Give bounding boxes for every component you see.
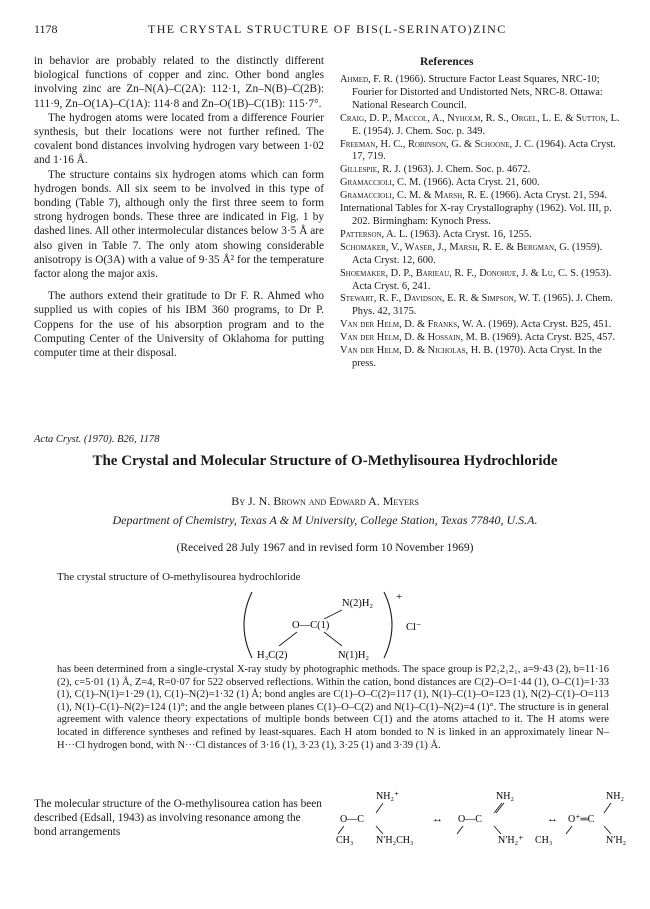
reference-item: Craig, D. P., Maccol, A., Nyholm, R. S., Orgel, L. E. & Sutton, L. E. (1954). J. Chem. Soc. p. 349. [340, 112, 620, 137]
abstract-text: has been determined from a single-crystal X-ray study by photographic methods. The space group is P2₁2₁2₁, a=9·43 (2), b=11·16 (2), c=5·01 (1) Å, Z=4, R=0·07 for 522 observed reflections. Within the cation, bond distances are C(2)–O=1·44 (1), O–C(1)=1·33 (1), C(1)–N(1)=1·29 (1), C(1)–N(2)=1·32 (1) Å; bond angles are C(1)–O–C(2)=117 (1), N(1)–C(1)–O=123 (1), N(2)–C(1)–O=113 (1), N(1)–C(1)–N(2)=124 (1)°; and the angle between planes C(1)–O–C(2) and N(1)–C(1)–N(2)=4 (1)°. The structure is in general agreement with valence theory expectations of multiple bonds between C(1) and the atoms attached to it. The H atoms were located in difference syntheses and refined by least-squares. Each H atom bonded to N is linked in an approximately linear N–H···Cl hydrogen bond, with N···Cl distances of 3·16 (1), 3·23 (1), 3·25 (1) and 3·39 (1) Å. [57, 664, 609, 751]
right-parenthesis [384, 592, 392, 658]
s2-bottom-label: N′H₂⁺ [498, 835, 524, 846]
article-title: The Crystal and Molecular Structure of O-Methylisourea Hydrochloride [92, 453, 558, 469]
h3c2-label: H₃C(2) [257, 650, 288, 661]
plus-sign: + [396, 591, 403, 603]
received-dates: (Received 28 July 1967 and in revised form 10 November 1969) [176, 542, 474, 554]
s3-oc-label: O⁺═C [568, 814, 595, 825]
article-affiliation: Department of Chemistry, Texas A & M University, College Station, Texas 77840, U.S.A. [112, 513, 538, 527]
body-paragraph: The molecular structure of the O-methylisourea cation has been described (Edsall, 1943) as involving resonance among the bond arrangements [34, 798, 322, 838]
s2-bond-top-double [496, 803, 504, 813]
bond-o-c2 [279, 632, 297, 646]
resonance-structures [336, 786, 636, 848]
s3-bond-top [604, 803, 611, 813]
oc1-label: O—C(1) [292, 620, 330, 631]
left-parenthesis [244, 592, 252, 658]
s3-bond-left [566, 826, 572, 834]
reference-item: Van der Helm, D. & Hossain, M. B. (1969). Acta Cryst. B25, 457. [340, 332, 616, 344]
reference-item: Van der Helm, D. & Nicholas, H. B. (1970). Acta Cryst. In the press. [340, 345, 602, 369]
reference-item: Shoemaker, D. P., Barieau, R. F., Donohue, J. & Lu, C. S. (1953). Acta Cryst. 6, 241. [340, 267, 612, 292]
s1-nh2-label: NH₂⁺ [376, 791, 400, 802]
running-title: THE CRYSTAL STRUCTURE OF BIS(L-SERINATO)ZINC [148, 22, 507, 36]
references-list [340, 74, 622, 371]
paragraph-hydrogen-atoms: The hydrogen atoms were located from a difference Fourier synthesis, but their locations were not further refined. The covalent bond distances involving hydrogen vary between 1·02 and 1·16 Å. [34, 111, 324, 167]
s2-bond-top [494, 803, 502, 813]
reference-item: Gramaccioli, C. M. & Marsh, R. E. (1966). Acta Cryst. 21, 594. [340, 190, 608, 202]
s1-bond-left [338, 826, 344, 834]
s2-ch3-label: CH₃ [535, 835, 553, 846]
s2-oc-label: O—C [458, 814, 482, 825]
bond-c1-n2 [324, 610, 342, 619]
reference-item: Gillespie, R. J. (1963). J. Chem. Soc. p. 4672. [340, 164, 531, 176]
s1-oc-label: O—C [340, 814, 364, 825]
article-citation: Acta Cryst. (1970). B26, 1178 [34, 434, 160, 445]
s1-ch3-label: CH₃ [336, 835, 354, 846]
reference-item: Gramaccioli, C. M. (1966). Acta Cryst. 21, 600. [340, 177, 540, 189]
s1-bottom-label: N′H₂CH₃ [376, 835, 414, 846]
paragraph-hydrogen-bonds: The structure contains six hydrogen atoms which can form hydrogen bonds. All six seem to be involved in this type of bonding (Table 7), although only the first three seem to form strong hydrogen bonds. These three are indicated in Fig. 1 by dashed lines. All other intermolecular distances below 3·5 Å are also given in Table 7. The only atom showing considerable anisotropy is O(3A) with a value of 9·35 Å² for the temperature factor along the major axis. [34, 168, 324, 281]
n2h2-label: N(2)H₂ [342, 598, 374, 609]
bond-c1-n1 [324, 632, 342, 646]
paragraph-bond-angles: in behavior are probably related to the distinctly different biological functions of copper and zinc. Other bond angles involving zinc are Zn–N(A)–C(2A): 112·1, Zn–N(B)–C(2B): 111·9, Zn–O(1A)–C(1A): 114·8 and Zn–O(1B)–C(1B): 115·7°. [34, 55, 324, 110]
resonance-arrow-1: ↔ [432, 813, 443, 825]
resonance-arrow-2: ↔ [547, 813, 558, 825]
page-number: 1178 [34, 22, 58, 36]
n1h2-label: N(1)H₂ [338, 650, 370, 661]
left-column [34, 54, 324, 360]
s3-bond-right [604, 826, 611, 834]
s1-bond-right [376, 826, 383, 834]
s1-bond-top [376, 803, 383, 813]
s2-nh2-label: NH₂ [496, 791, 514, 802]
reference-item: Freeman, H. C., Robinson, G. & Schoone, J. C. (1964). Acta Cryst. 17, 719. [340, 138, 616, 163]
s3-nh2-label: NH₂ [606, 791, 624, 802]
chloride-label: Cl⁻ [406, 622, 422, 633]
reference-item: Patterson, A. L. (1963). Acta Cryst. 16, 1255. [340, 228, 532, 240]
references-heading: References [420, 56, 474, 68]
reference-item: Van der Helm, D. & Franks, W. A. (1969). Acta Cryst. B25, 451. [340, 319, 612, 331]
s2-bond-right [494, 826, 501, 834]
reference-item: Stewart, R. F., Davidson, E. R. & Simpson, W. T. (1965). J. Chem. Phys. 42, 3175. [340, 293, 613, 318]
structural-formula [238, 586, 438, 664]
s3-bottom-label: N′H₂ [606, 835, 627, 846]
reference-item: Schomaker, V., Waser, J., Marsh, R. E. & Bergman, G. (1959). Acta Cryst. 12, 600. [340, 241, 603, 266]
abstract-intro: The crystal structure of O-methylisourea hydrochloride [57, 571, 301, 583]
paragraph-acknowledgements: The authors extend their gratitude to Dr F. R. Ahmed who supplied us with copies of his IBM 360 programs, to Dr P. Coppens for the use of his absorption program and to the Computing Center of the University of Oklahoma for putting computer time at their disposal. [34, 290, 324, 360]
reference-item: Ahmed, F. R. (1966). Structure Factor Least Squares, NRC-10; Fourier for Distorted and Undistorted Nets, NRC-8. Ottawa: National Research Council. [340, 74, 603, 111]
s2-bond-left [457, 826, 463, 834]
article-byline: By J. N. Brown and Edward A. Meyers [231, 494, 419, 508]
reference-item: International Tables for X-ray Crystallography (1962). Vol. III, p. 202. Birmingham: Kynoch Press. [340, 203, 612, 227]
